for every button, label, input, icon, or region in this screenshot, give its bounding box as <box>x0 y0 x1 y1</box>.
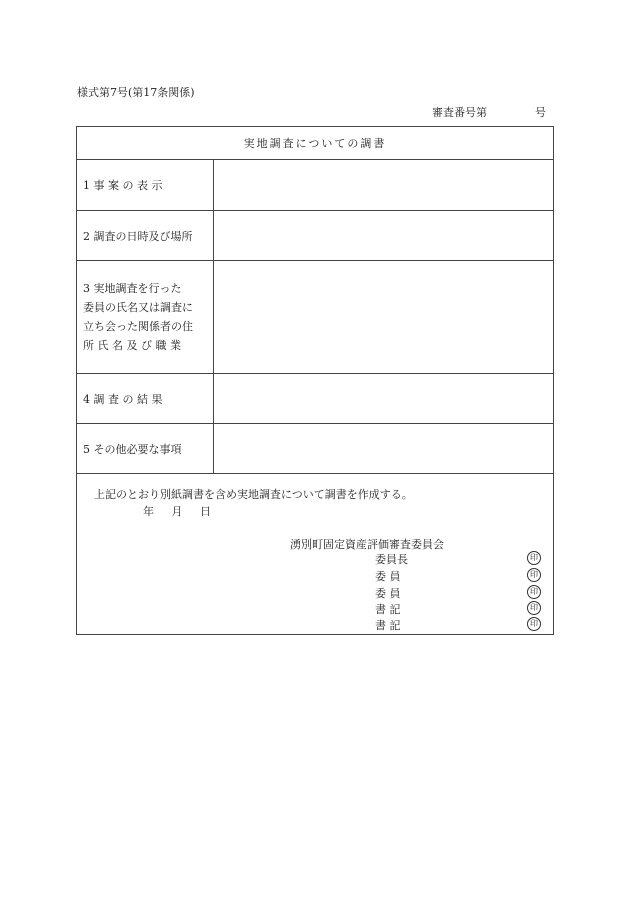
row-result <box>77 374 553 424</box>
row-label <box>77 211 214 260</box>
other-matters-field[interactable] <box>214 424 553 473</box>
member-title: 書 記 <box>375 603 401 616</box>
participants-field[interactable] <box>214 261 553 373</box>
form-number: 様式第7号(第17条関係) <box>77 86 195 99</box>
case-number-label: 審査番号第 <box>432 106 487 119</box>
date-line: 年 月 日 <box>143 505 211 518</box>
case-number-suffix: 号 <box>535 106 546 119</box>
member-title: 書 記 <box>375 619 401 632</box>
seal-mark: 印 <box>527 585 541 599</box>
form-title: 実地調査についての調書 <box>77 127 553 160</box>
row-label <box>77 261 214 373</box>
row-participants <box>77 261 553 374</box>
investigation-record-form <box>76 126 554 635</box>
result-field[interactable] <box>214 374 553 423</box>
row-label-text: 4 調 査 の 結 果 <box>83 392 163 406</box>
row-label-line: 所 氏 名 及 び 職 業 <box>83 339 181 352</box>
row-label <box>77 424 214 473</box>
row-label-line: 立ち会った関係者の住 <box>83 320 193 333</box>
row-label-line: 委員の氏名又は調査に <box>83 301 193 314</box>
certification-text: 上記のとおり別紙調書を含め実地調査について調書を作成する。 <box>94 488 413 501</box>
row-label-line: 3 実地調査を行った <box>83 282 182 295</box>
row-date-place <box>77 211 553 261</box>
row-label-text: 2 調査の日時及び場所 <box>83 229 193 243</box>
member-title: 委員長 <box>375 553 408 566</box>
date-place-field[interactable] <box>214 211 553 260</box>
seal-mark: 印 <box>527 617 541 631</box>
case-number <box>432 104 546 120</box>
row-other-matters <box>77 424 553 474</box>
row-case-display <box>77 160 553 211</box>
seal-mark: 印 <box>527 551 541 565</box>
row-label <box>77 160 214 210</box>
member-title: 委 員 <box>375 587 401 600</box>
committee-name: 湧別町固定資産評価審査委員会 <box>290 538 444 551</box>
case-display-field[interactable] <box>214 160 553 210</box>
seal-mark: 印 <box>527 601 541 615</box>
row-label <box>77 374 214 423</box>
row-label-text: 5 その他必要な事項 <box>83 442 182 456</box>
member-title: 委 員 <box>375 570 401 583</box>
row-label-text: 1 事 案 の 表 示 <box>83 179 163 192</box>
seal-mark: 印 <box>527 568 541 582</box>
